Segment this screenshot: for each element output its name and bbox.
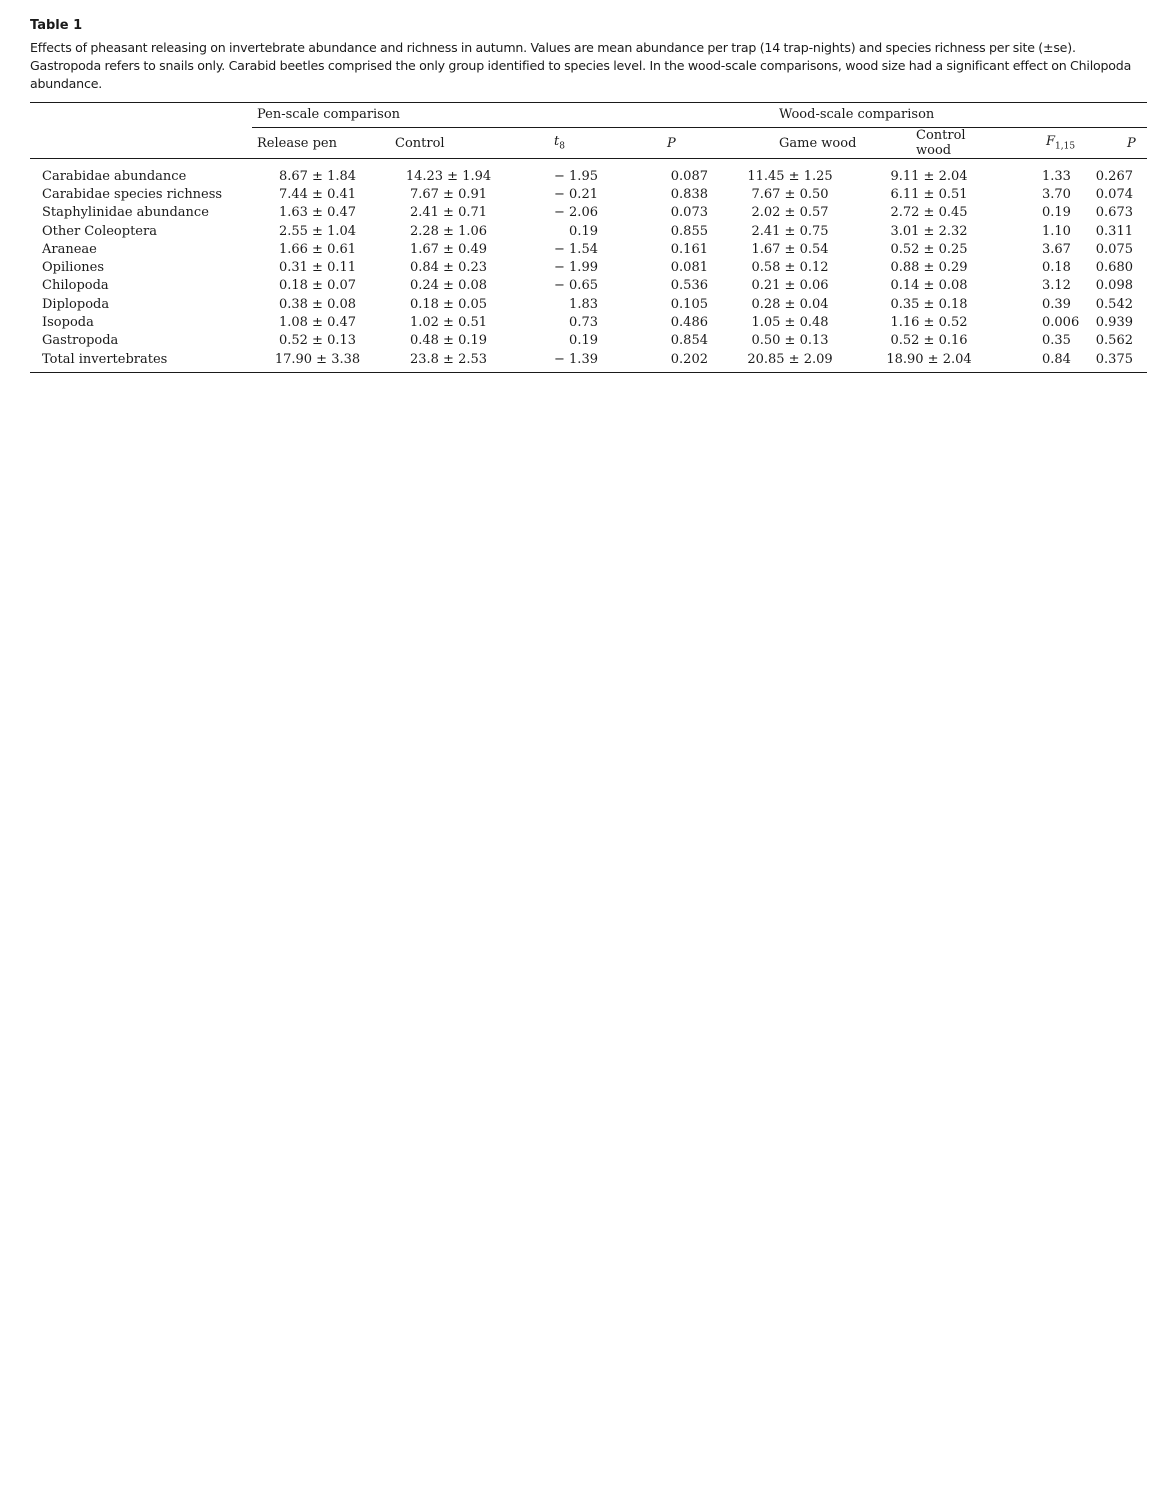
cell-release-pen: 8.67 ± 1.84 [278,168,357,184]
cell-p-wood: 0.075 [1095,241,1133,257]
table-header [30,103,1147,168]
cell-release-pen: 1.66 ± 0.61 [278,241,357,257]
cell-p-wood: 0.562 [1095,333,1133,349]
cell-release-pen: 0.52 ± 0.13 [278,333,357,349]
row-label: Isopoda [42,315,94,331]
col-control-wood: Control wood [916,128,966,158]
cell-t-stat: 0.73 [569,315,598,331]
cell-p-wood: 0.375 [1095,351,1133,367]
cell-release-pen: 0.31 ± 0.11 [278,260,357,276]
cell-t-stat: − 2.06 [554,205,598,221]
f-symbol: F [1046,134,1056,150]
data-table [30,102,1147,373]
cell-f-stat: 0.39 [1042,296,1071,312]
table-row [30,222,1147,240]
cell-game-wood: 2.41 ± 0.75 [751,223,829,239]
cell-control: 7.67 ± 0.91 [409,186,488,202]
table-body [30,167,1147,368]
cell-control-wood: 3.01 ± 2.32 [890,223,968,239]
cell-control-wood: 0.14 ± 0.08 [890,278,968,294]
row-label: Gastropoda [42,333,119,349]
table-caption: Effects of pheasant releasing on invertebrate abundance and richness in autumn. Values are mean abundance per trap (14 trap-nights) and species richness per site (±se). Gastropoda refers to snails only. Carabid beetles comprised the only group identified to species level. In the wood-scale comparisons, wood size had a significant effect on Chilopoda abundance. [30,40,1132,91]
cell-control-wood: 0.52 ± 0.16 [890,333,968,349]
cell-f-stat: 1.33 [1042,168,1071,184]
table-row [30,295,1147,313]
cell-control-wood: 0.52 ± 0.25 [890,241,968,257]
f-subscript: 1,15 [1055,141,1076,152]
cell-control-wood: 0.88 ± 0.29 [890,260,968,276]
cell-game-wood: 1.67 ± 0.54 [751,241,829,257]
cell-t-stat: 0.19 [569,223,598,239]
row-label: Opiliones [42,260,105,276]
cell-f-stat: 0.35 [1042,333,1071,349]
cell-p-wood: 0.680 [1095,260,1133,276]
cell-p-pen: 0.081 [670,260,708,276]
cell-p-wood: 0.267 [1095,168,1133,184]
row-label: Araneae [42,241,97,257]
cell-control-wood: 18.90 ± 2.04 [886,351,972,367]
group-pen-scale: Pen-scale comparison [252,103,722,128]
cell-p-wood: 0.939 [1095,315,1133,331]
cell-release-pen: 2.55 ± 1.04 [278,223,357,239]
cell-t-stat: − 1.95 [554,168,598,184]
cell-control: 2.28 ± 1.06 [409,223,488,239]
cell-f-stat: 0.84 [1042,351,1071,367]
col-release-pen: Release pen [257,135,337,151]
col-t-stat [514,128,612,159]
table-row [30,240,1147,258]
cell-f-stat: 0.006 [1042,315,1080,331]
cell-t-stat: − 1.99 [554,260,598,276]
cell-control: 14.23 ± 1.94 [405,168,492,184]
cell-p-pen: 0.087 [670,168,708,184]
col-p-pen: P [667,135,676,151]
cell-game-wood: 0.28 ± 0.04 [751,296,829,312]
table-row [30,350,1147,368]
col-p-wood: P [1127,135,1136,151]
cell-release-pen: 0.38 ± 0.08 [278,296,357,312]
cell-control: 0.48 ± 0.19 [409,333,488,349]
cell-p-wood: 0.074 [1095,186,1133,202]
cell-game-wood: 20.85 ± 2.09 [747,351,833,367]
cell-t-stat: − 1.39 [554,351,598,367]
cell-p-pen: 0.105 [670,296,708,312]
table-row [30,313,1147,331]
cell-game-wood: 11.45 ± 1.25 [747,168,833,184]
table-row [30,277,1147,295]
cell-f-stat: 3.70 [1042,186,1071,202]
table-container [30,18,1147,373]
cell-release-pen: 0.18 ± 0.07 [278,278,357,294]
cell-control: 0.18 ± 0.05 [409,296,488,312]
table-row [30,332,1147,350]
cell-control: 1.67 ± 0.49 [409,241,488,257]
cell-release-pen: 1.08 ± 0.47 [278,315,357,331]
cell-f-stat: 1.10 [1042,223,1071,239]
cell-control: 2.41 ± 0.71 [409,205,488,221]
cell-p-wood: 0.098 [1095,278,1133,294]
row-label: Chilopoda [42,278,109,294]
cell-release-pen: 7.44 ± 0.41 [278,186,357,202]
table-row [30,167,1147,185]
cell-p-pen: 0.838 [670,186,708,202]
cell-game-wood: 7.67 ± 0.50 [751,186,829,202]
cell-f-stat: 0.19 [1042,205,1071,221]
cell-t-stat: 1.83 [569,296,598,312]
cell-control: 1.02 ± 0.51 [409,315,488,331]
cell-f-stat: 3.12 [1042,278,1071,294]
t-symbol: t [554,134,560,150]
cell-p-pen: 0.855 [670,223,708,239]
cell-f-stat: 0.18 [1042,260,1071,276]
cell-p-wood: 0.542 [1095,296,1133,312]
t-subscript: 8 [559,141,565,152]
row-label: Carabidae species richness [42,186,223,202]
cell-p-pen: 0.854 [670,333,708,349]
col-game-wood: Game wood [779,135,857,151]
cell-t-stat: − 0.65 [554,278,598,294]
cell-game-wood: 0.21 ± 0.06 [751,278,829,294]
cell-control-wood: 0.35 ± 0.18 [890,296,968,312]
cell-t-stat: − 0.21 [554,186,598,202]
cell-control: 23.8 ± 2.53 [409,351,488,367]
cell-p-pen: 0.536 [670,278,708,294]
cell-f-stat: 3.67 [1042,241,1071,257]
cell-t-stat: 0.19 [569,333,598,349]
row-label: Total invertebrates [42,351,168,367]
cell-game-wood: 2.02 ± 0.57 [751,205,829,221]
cell-control-wood: 6.11 ± 0.51 [890,186,968,202]
cell-game-wood: 0.50 ± 0.13 [751,333,829,349]
cell-control: 0.24 ± 0.08 [409,278,488,294]
row-label: Diplopoda [42,296,110,312]
cell-p-wood: 0.673 [1095,205,1133,221]
col-control: Control [395,135,445,151]
cell-release-pen: 17.90 ± 3.38 [274,351,361,367]
row-label: Carabidae abundance [42,168,187,184]
cell-release-pen: 1.63 ± 0.47 [278,205,357,221]
cell-control: 0.84 ± 0.23 [409,260,488,276]
cell-p-pen: 0.161 [670,241,708,257]
row-label: Staphylinidae abundance [42,205,209,221]
cell-p-pen: 0.486 [670,315,708,331]
cell-p-pen: 0.202 [670,351,708,367]
table-row [30,204,1147,222]
cell-game-wood: 1.05 ± 0.48 [751,315,829,331]
group-wood-scale: Wood-scale comparison [722,103,1147,128]
cell-control-wood: 9.11 ± 2.04 [890,168,968,184]
cell-p-pen: 0.073 [670,205,708,221]
table-row [30,185,1147,203]
row-label: Other Coleoptera [42,223,157,239]
table-label: Table 1 [30,18,83,33]
cell-control-wood: 2.72 ± 0.45 [890,205,968,221]
cell-game-wood: 0.58 ± 0.12 [751,260,829,276]
col-f-stat [1000,128,1084,159]
cell-control-wood: 1.16 ± 0.52 [890,315,968,331]
table-row [30,258,1147,276]
cell-t-stat: − 1.54 [554,241,598,257]
cell-p-wood: 0.311 [1095,223,1133,239]
